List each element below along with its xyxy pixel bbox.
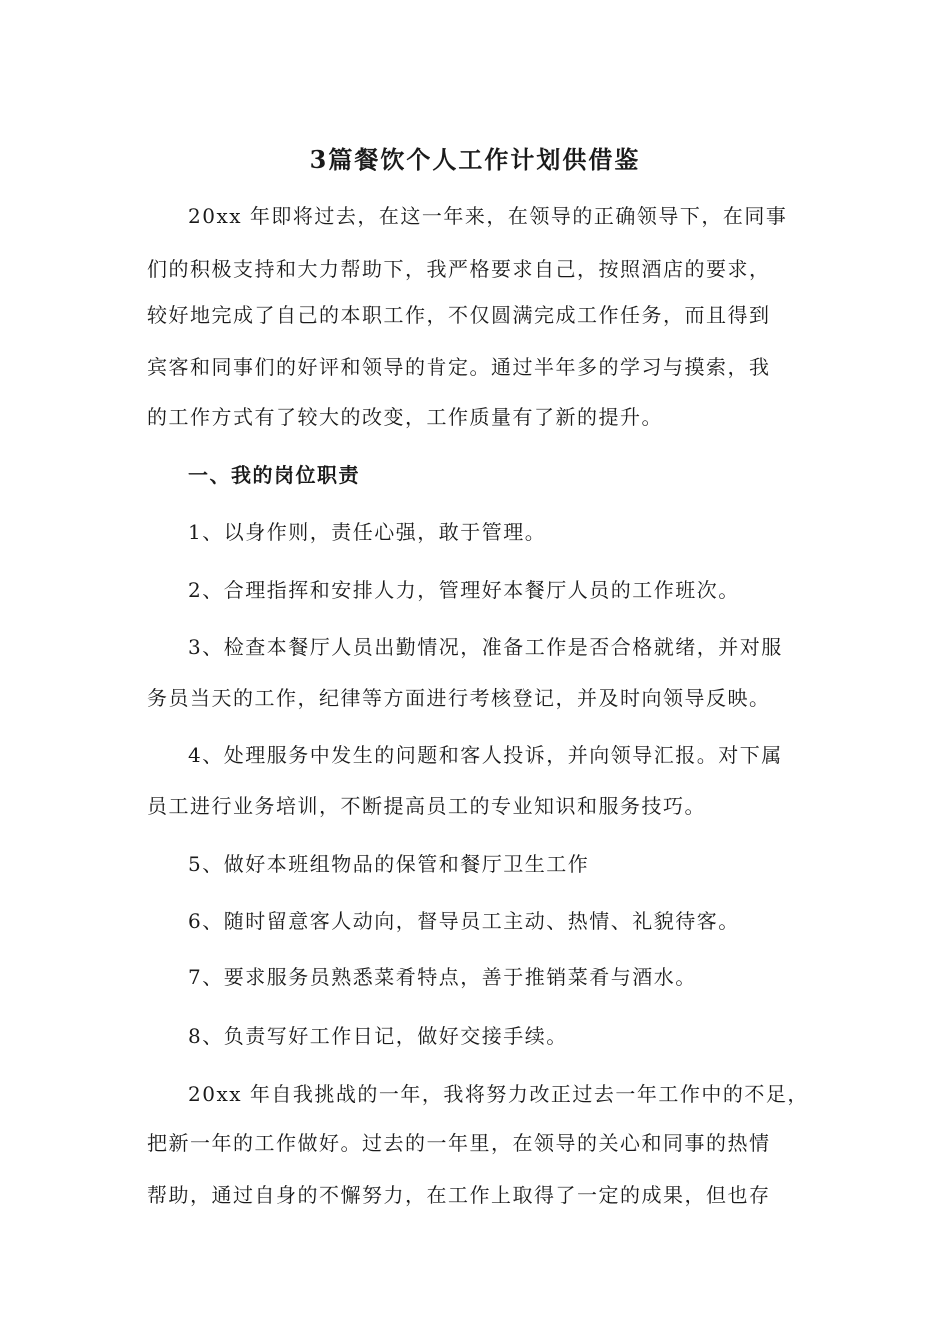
closing-line-3: 帮助，通过自身的不懈努力，在工作上取得了一定的成果，但也存: [147, 1183, 771, 1207]
intro-line-4: 宾客和同事们的好评和领导的肯定。通过半年多的学习与摸索，我: [147, 355, 771, 379]
section-heading: 一、我的岗位职责: [188, 463, 360, 487]
list-item: 6、随时留意客人动向，督导员工主动、热情、礼貌待客。: [188, 909, 740, 933]
list-item: 7、要求服务员熟悉菜肴特点，善于推销菜肴与酒水。: [188, 965, 697, 989]
closing-line-2: 把新一年的工作做好。过去的一年里，在领导的关心和同事的热情: [147, 1131, 771, 1155]
list-item: 4、处理服务中发生的问题和客人投诉，并向领导汇报。对下属: [188, 743, 783, 767]
list-item: 1、以身作则，责任心强，敢于管理。: [188, 520, 547, 544]
document-title: 3篇餐饮个人工作计划供借鉴: [309, 145, 641, 174]
list-item: 5、做好本班组物品的保管和餐厅卫生工作: [188, 852, 590, 876]
list-item: 2、合理指挥和安排人力，管理好本餐厅人员的工作班次。: [188, 578, 740, 602]
list-item: 3、检查本餐厅人员出勤情况，准备工作是否合格就绪，并对服: [188, 635, 783, 659]
intro-line-1: 20xx 年即将过去，在这一年来，在领导的正确领导下，在同事: [188, 204, 788, 228]
intro-line-3: 较好地完成了自己的本职工作，不仅圆满完成工作任务，而且得到: [147, 303, 771, 327]
list-item-continuation: 员工进行业务培训，不断提高员工的专业知识和服务技巧。: [147, 794, 706, 818]
closing-line-1: 20xx 年自我挑战的一年，我将努力改正过去一年工作中的不足，: [188, 1082, 809, 1106]
list-item-continuation: 务员当天的工作，纪律等方面进行考核登记，并及时向领导反映。: [147, 686, 771, 710]
intro-line-2: 们的积极支持和大力帮助下，我严格要求自己，按照酒店的要求，: [147, 257, 771, 281]
list-item: 8、负责写好工作日记，做好交接手续。: [188, 1024, 568, 1048]
intro-line-5: 的工作方式有了较大的改变，工作质量有了新的提升。: [147, 405, 663, 429]
